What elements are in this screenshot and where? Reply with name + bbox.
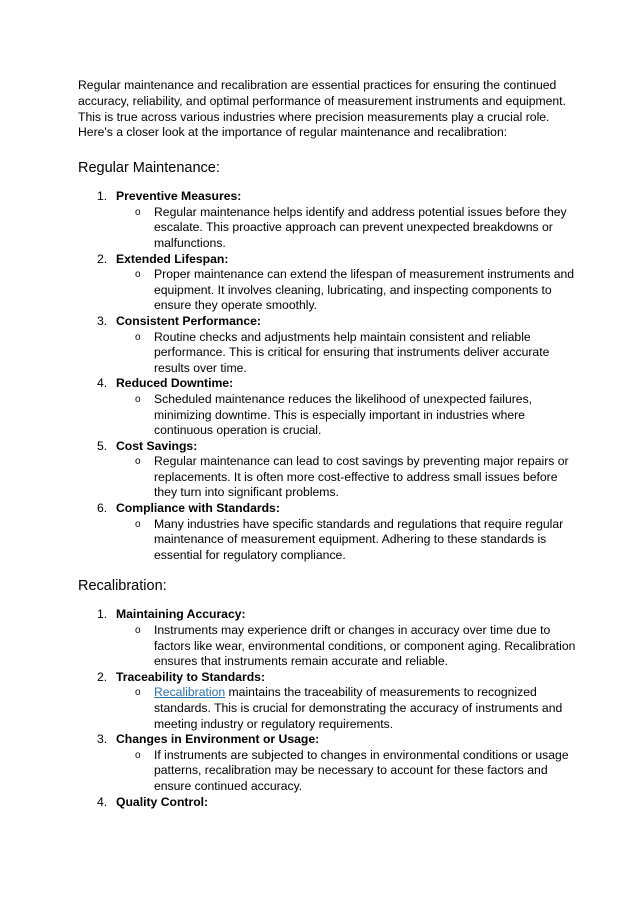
sub-list-item: [116, 623, 578, 670]
bullet-icon: o: [135, 518, 141, 530]
item-text: Many industries have specific standards and regulations that require regular maintenance of measurement equipment. Adhering to these standards is essential for regulatory compliance.: [154, 516, 564, 562]
list-item: [78, 314, 578, 376]
item-text: Regular maintenance can lead to cost savings by preventing major repairs or replacements. It is often more cost-effective to address small issues before they turn into significant problems.: [154, 454, 569, 500]
bullet-icon: o: [135, 331, 141, 343]
item-title: Preventive Measures:: [116, 189, 242, 204]
item-title: Compliance with Standards:: [116, 501, 280, 516]
bullet-icon: o: [135, 269, 141, 281]
sub-list: [116, 748, 578, 795]
item-text: maintains the traceability of measurements to recognized standards. This is crucial for demonstrating the accuracy of instruments and meeting industry or regulatory requirements.: [154, 685, 563, 731]
list-item: [78, 607, 578, 669]
item-text: If instruments are subjected to changes in environmental conditions or usage patterns, recalibration may be necessary to account for these factors and ensure continued accuracy.: [154, 747, 569, 793]
item-title: Maintaining Accuracy:: [116, 607, 246, 622]
item-number: 3.: [97, 732, 108, 747]
list-item: [78, 795, 578, 811]
sub-list: [116, 685, 578, 732]
list-item: [78, 189, 578, 251]
item-number: 6.: [97, 501, 108, 516]
sub-list-item: [116, 685, 578, 732]
list-item: [78, 732, 578, 794]
bullet-icon: o: [135, 393, 141, 405]
intro-paragraph: Regular maintenance and recalibration are essential practices for ensuring the continued accuracy, reliability, and optimal performance of measurement instruments and equipment. This is true across various industries where precision measurements play a crucial role. Here's a closer look at the importance of regular maintenance and recalibration:: [78, 78, 566, 140]
sub-list-item: [116, 392, 578, 439]
sub-list-item: [116, 748, 578, 795]
regular-maintenance-list: [78, 189, 578, 563]
item-number: 1.: [97, 189, 108, 204]
sub-list: [116, 205, 578, 252]
item-title: Consistent Performance:: [116, 313, 261, 328]
list-item: [78, 439, 578, 501]
item-text: Regular maintenance helps identify and address potential issues before they escalate. This proactive approach can prevent unexpected breakdowns or malfunctions.: [154, 204, 567, 250]
sub-list: [116, 330, 578, 377]
item-text: Instruments may experience drift or changes in accuracy over time due to factors like wear, environmental conditions, or component aging. Recalibration ensures that instruments remain accurate and reliable.: [154, 623, 576, 669]
bullet-icon: o: [135, 456, 141, 468]
recalibration-link[interactable]: Recalibration: [154, 685, 226, 700]
item-title: Reduced Downtime:: [116, 376, 234, 391]
sub-list-item: [116, 205, 578, 252]
sub-list: [116, 267, 578, 314]
item-title: Extended Lifespan:: [116, 251, 229, 266]
item-text: Scheduled maintenance reduces the likelihood of unexpected failures, minimizing downtime. This is especially important in industries where continuous operation is crucial.: [154, 391, 533, 438]
sub-list-item: [116, 454, 578, 501]
list-item: [78, 252, 578, 314]
item-number: 3.: [97, 313, 108, 328]
recalibration-list: [78, 607, 578, 810]
bullet-icon: o: [135, 625, 141, 637]
item-title: Changes in Environment or Usage:: [116, 732, 320, 747]
section-heading-regular-maintenance: Regular Maintenance:: [78, 160, 220, 177]
item-number: 5.: [97, 438, 108, 453]
sub-list: [116, 454, 578, 501]
section-heading-recalibration: Recalibration:: [78, 578, 167, 595]
bullet-icon: o: [135, 206, 141, 218]
item-title: Traceability to Standards:: [116, 669, 265, 684]
item-number: 2.: [97, 251, 108, 266]
item-number: 1.: [97, 607, 108, 622]
sub-list-item: [116, 330, 578, 377]
sub-list: [116, 392, 578, 439]
item-title: Cost Savings:: [116, 438, 198, 453]
list-item: [78, 376, 578, 438]
sub-list: [116, 623, 578, 670]
list-item: [78, 501, 578, 563]
item-text: Routine checks and adjustments help maintain consistent and reliable performance. This is critical for ensuring that instruments deliver accurate results over time.: [154, 329, 550, 375]
sub-list-item: [116, 517, 578, 564]
item-title: Quality Control:: [116, 794, 209, 809]
item-number: 4.: [97, 376, 108, 391]
item-text: Proper maintenance can extend the lifespan of measurement instruments and equipment. It involves cleaning, lubricating, and inspecting components to ensure they operate smoothly.: [154, 267, 575, 313]
item-number: 2.: [97, 669, 108, 684]
bullet-icon: o: [135, 687, 141, 699]
item-number: 4.: [97, 794, 108, 809]
sub-list-item: [116, 267, 578, 314]
list-item: [78, 670, 578, 732]
bullet-icon: o: [135, 749, 141, 761]
sub-list: [116, 517, 578, 564]
